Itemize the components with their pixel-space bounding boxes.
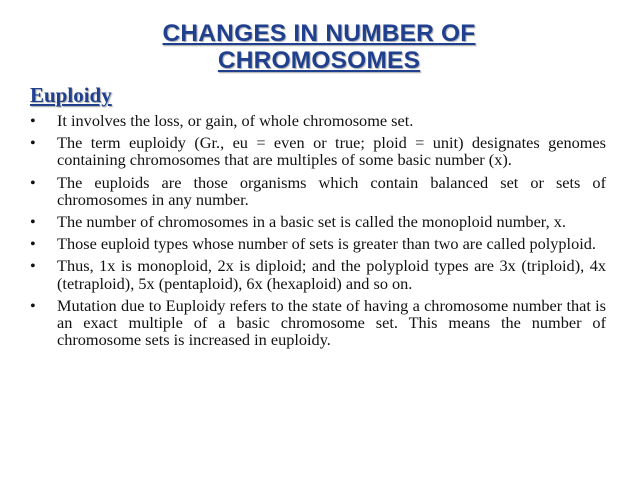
bullet-icon: • xyxy=(30,212,36,232)
bullet-item xyxy=(30,257,606,291)
bullet-icon: • xyxy=(30,111,36,130)
slide-title xyxy=(0,20,638,74)
bullet-item xyxy=(30,213,606,230)
bullet-item xyxy=(30,174,606,208)
slide-title-line-1: CHANGES IN NUMBER OF xyxy=(162,20,476,47)
bullet-icon: • xyxy=(30,295,36,315)
slide-title-line-2: CHROMOSOMES xyxy=(217,47,421,74)
bullet-text: Those euploid types whose number of sets is greater than two are called polyploid. xyxy=(57,234,596,254)
bullet-item xyxy=(30,134,606,168)
bullet-text: Thus, 1x is monoploid, 2x is diploid; and the polyploid types are 3x (triploid), 4x (tetraploid), 5x (pentaploid), 6x (hexaploid) and so on. xyxy=(57,256,606,293)
bullet-text: The euploids are those organisms which contain balanced set or sets of chromosomes in any number. xyxy=(57,172,606,209)
section-heading: Euploidy xyxy=(30,83,112,107)
bullet-text: The term euploidy (Gr., eu = even or true; ploid = unit) designates genomes containing chromosomes that are multiples of some basic number (x). xyxy=(57,133,606,170)
bullet-item xyxy=(30,112,606,129)
bullet-icon: • xyxy=(30,256,36,276)
bullet-list xyxy=(30,112,606,353)
bullet-text: The number of chromosomes in a basic set is called the monoploid number, x. xyxy=(57,212,566,232)
bullet-item xyxy=(30,235,606,252)
bullet-item xyxy=(30,297,606,349)
bullet-text: It involves the loss, or gain, of whole chromosome set. xyxy=(57,111,414,130)
bullet-icon: • xyxy=(30,133,36,153)
bullet-text: Mutation due to Euploidy refers to the state of having a chromosome number that is an exact multiple of a basic chromosome set. This means the number of chromosome sets is increased in euploidy. xyxy=(57,295,606,350)
bullet-icon: • xyxy=(30,234,36,254)
bullet-icon: • xyxy=(30,172,36,192)
